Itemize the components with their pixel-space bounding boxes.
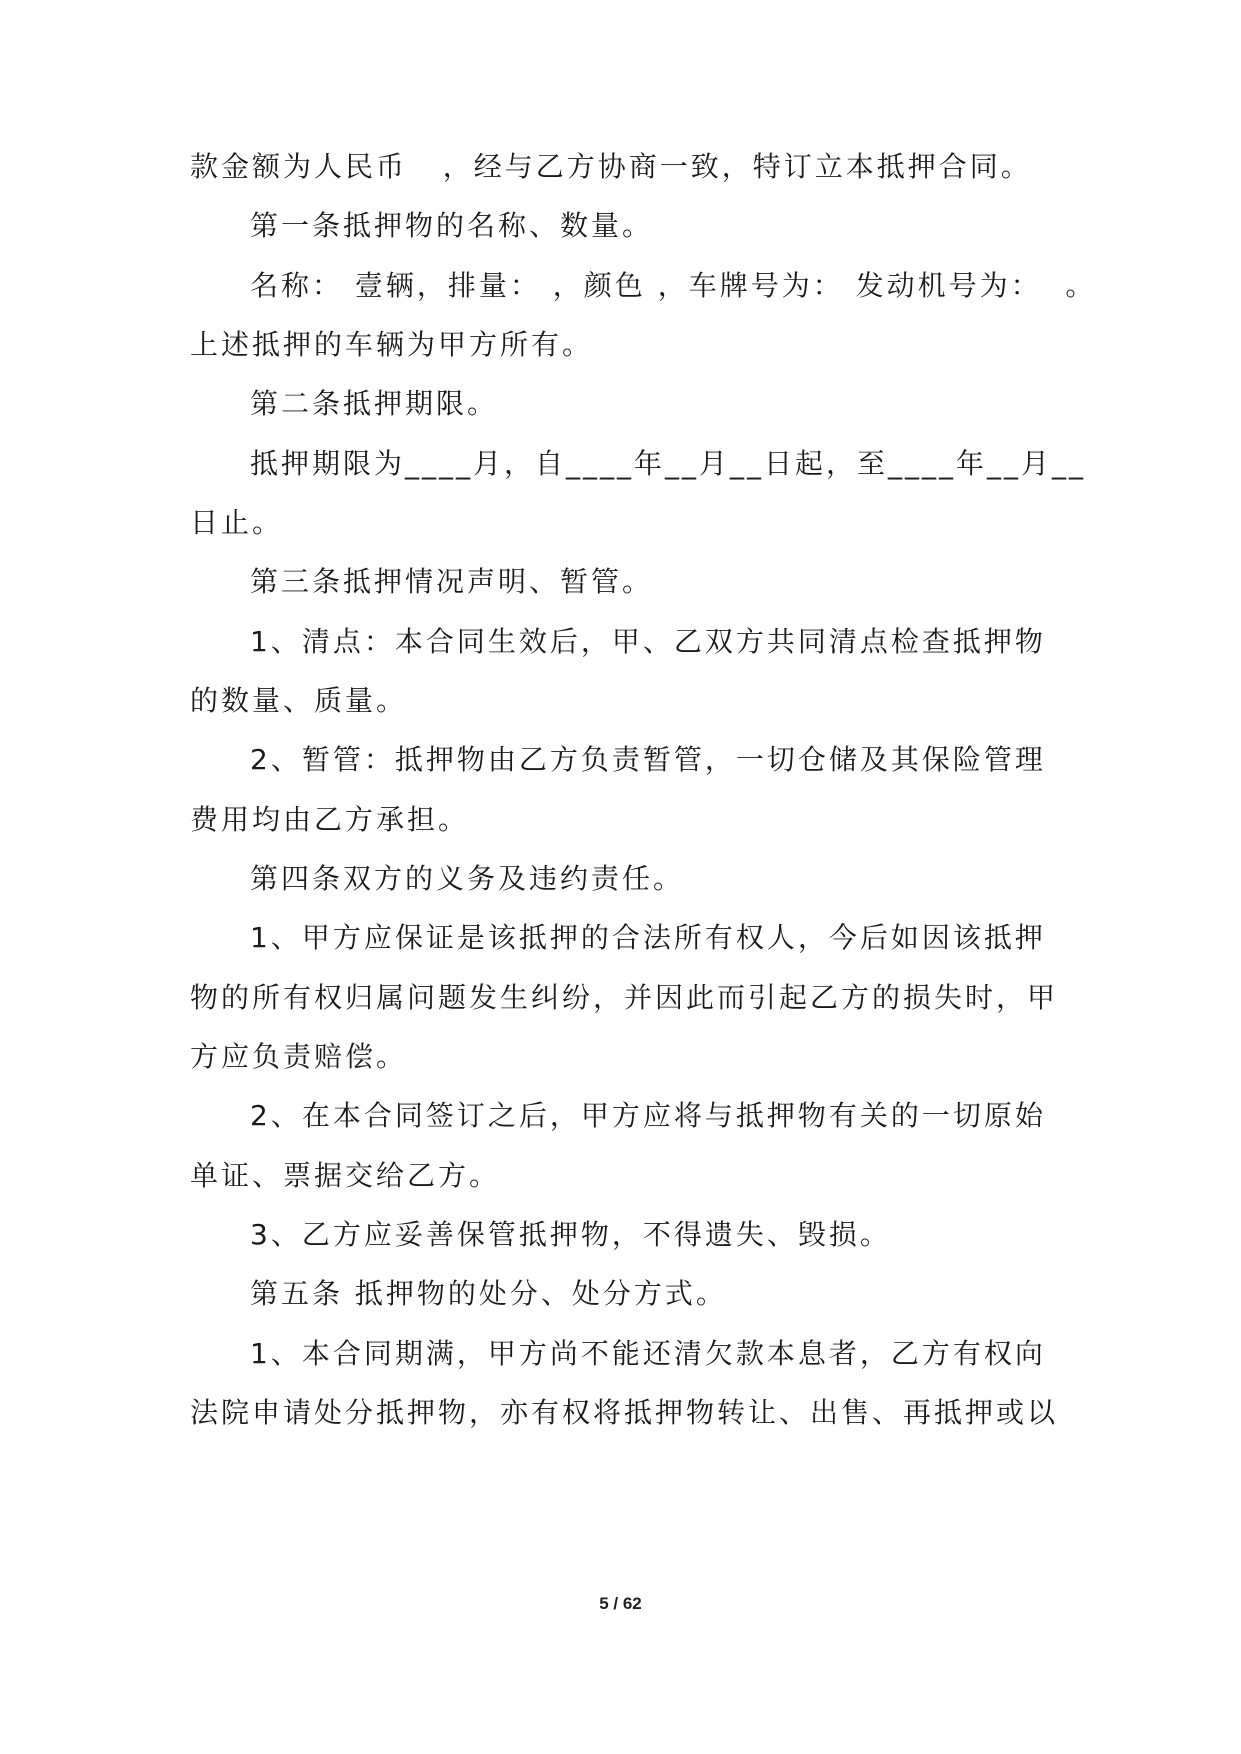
text-line-15: 物的所有权归属问题发生纠纷，并因此而引起乙方的损失时，甲 (190, 981, 1059, 1014)
text-line-3: 名称： 壹辆，排量： ，颜色 ，车牌号为： 发动机号为： 。 (250, 269, 1097, 302)
text-line-2: 第一条抵押物的名称、数量。 (250, 209, 654, 242)
text-line-21: 1、本合同期满，甲方尚不能还清欠款本息者，乙方有权向 (250, 1337, 1046, 1370)
text-line-17: 2、在本合同签订之后，甲方应将与抵押物有关的一切原始 (250, 1099, 1046, 1132)
text-line-8: 第三条抵押情况声明、暂管。 (250, 565, 654, 598)
text-line-7: 日止。 (190, 506, 284, 539)
text-line-9: 1、清点：本合同生效后，甲、乙双方共同清点检查抵押物 (250, 625, 1046, 658)
text-line-6: 抵押期限为____月，自____年__月__日起，至____年__月__ (250, 447, 1087, 480)
text-line-10: 的数量、质量。 (190, 684, 408, 717)
page-number: 5 / 62 (599, 1594, 642, 1613)
text-line-20: 第五条 抵押物的处分、处分方式。 (250, 1277, 727, 1310)
text-line-18: 单证、票据交给乙方。 (190, 1159, 501, 1192)
text-line-14: 1、甲方应保证是该抵押的合法所有权人，今后如因该抵押 (250, 921, 1046, 954)
text-line-11: 2、暂管：抵押物由乙方负责暂管，一切仓储及其保险管理 (250, 743, 1046, 776)
text-line-13: 第四条双方的义务及违约责任。 (250, 862, 685, 895)
text-line-22: 法院申请处分抵押物，亦有权将抵押物转让、出售、再抵押或以 (190, 1396, 1059, 1429)
text-line-1: 款金额为人民币 ，经与乙方协商一致，特订立本抵押合同。 (190, 150, 1032, 183)
text-line-4: 上述抵押的车辆为甲方所有。 (190, 328, 594, 361)
text-line-12: 费用均由乙方承担。 (190, 803, 470, 836)
text-line-16: 方应负责赔偿。 (190, 1040, 408, 1073)
text-line-19: 3、乙方应妥善保管抵押物，不得遗失、毁损。 (250, 1218, 891, 1251)
text-line-5: 第二条抵押期限。 (250, 387, 499, 420)
